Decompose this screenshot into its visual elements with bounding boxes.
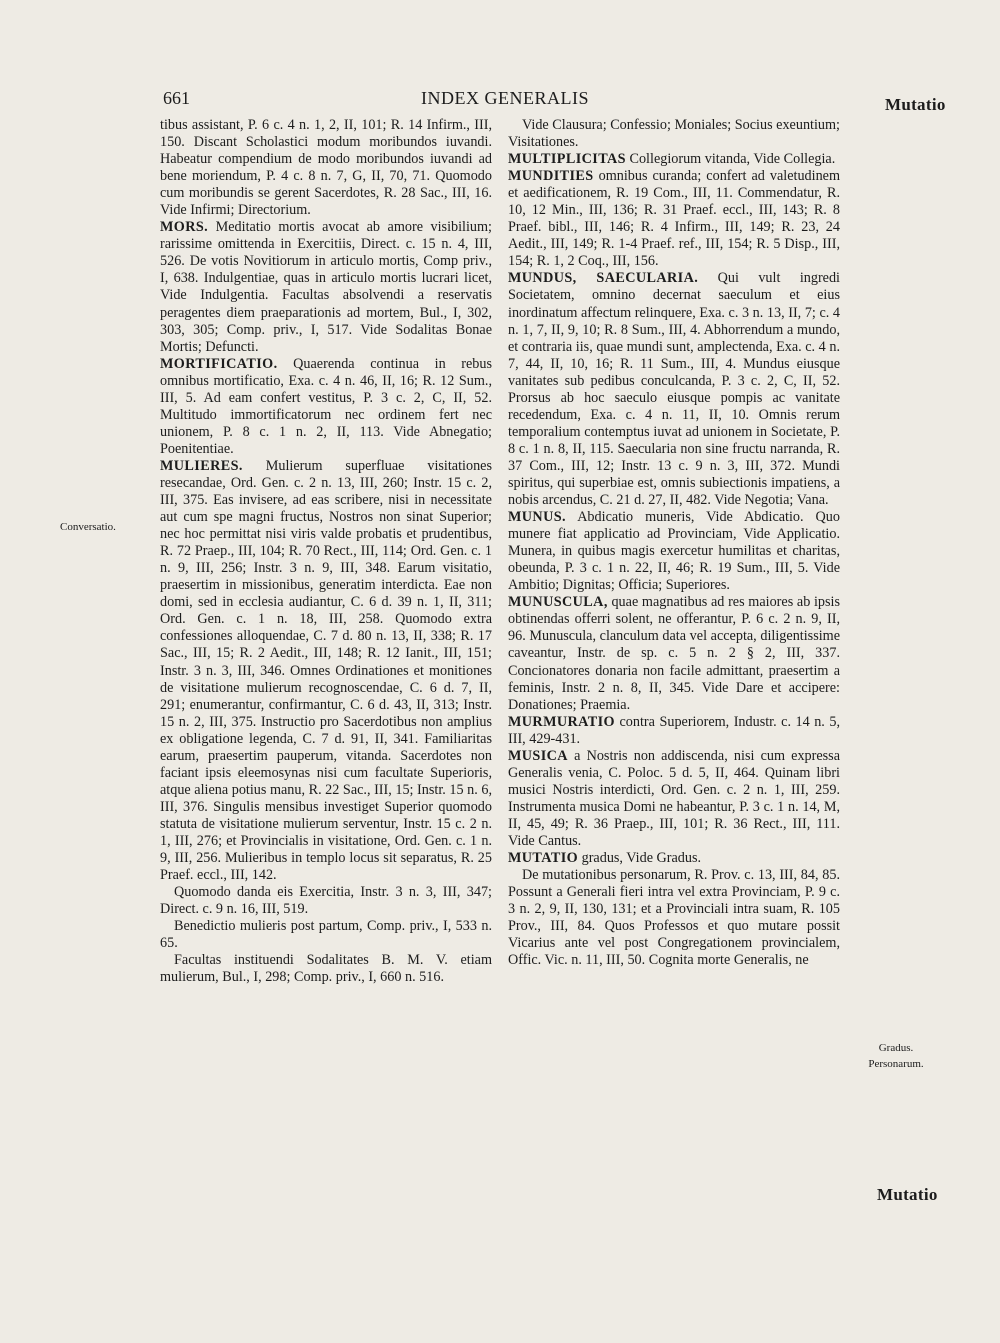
catchword-top: Mutatio bbox=[885, 95, 946, 114]
index-entry bbox=[160, 918, 492, 952]
entry-text: Collegiorum vitanda, Vide Collegia. bbox=[629, 151, 836, 168]
entry-text: tibus assistant, P. 6 c. 4 n. 1, 2, II, 101; R. 14 Infirm., III, 150. Discant Scholastici modum moribundos iuvandi. Habeatur compendium de modo moribundos iuvandi ad bene moriendum, P. 4 c. 8 n. 7, G, II, 70, 71. Quomodo cum moribundis se gerent Sacerdotes, R. 28 Sac., III, 16. Vide Infirmi; Directorium. bbox=[160, 117, 492, 219]
index-entry bbox=[160, 952, 492, 986]
entry-headword: MUNUSCULA, bbox=[508, 594, 608, 611]
catchword-bottom: Mutatio bbox=[877, 1185, 938, 1204]
entry-headword: MORS. bbox=[160, 219, 209, 236]
margin-note-line1: Gradus. bbox=[878, 1042, 914, 1054]
entry-text: Quomodo danda eis Exercitia, Instr. 3 n. 3, III, 347; Direct. c. 9 n. 16, III, 519. bbox=[160, 884, 492, 918]
entry-headword: MUNDITIES bbox=[508, 168, 594, 185]
index-entry bbox=[508, 850, 840, 867]
entry-headword: MULTIPLICITAS bbox=[508, 151, 626, 168]
entry-headword: MURMURATIO bbox=[508, 713, 615, 730]
entry-text: Mulierum superfluae visitationes resecandae, Ord. Gen. c. 2 n. 13, III, 260; Instr. 15 c. 2, III, 375. Eas invisere, ad eas scribere, nisi in necessitate aut cum spe magni fructus, Nostros non sinat Superior; nec hoc permittat nisi viris valde probatis et prudentibus, R. 72 Praep., III, 104; R. 70 Rect., III, 114; Ord. Gen. c. 1 n. 9, III, 256; Instr. 3 n. 9, III, 348. Earum visitatio, praesertim in missionibus, generatim interdicta. Eae non domi, sed in ecclesia audiantur, C. 6 d. 39 n. 1, II, 311; Ord. Gen. c. 1 n. 18, III, 258. Quomodo extra confessiones alloquendae, C. 7 d. 80 n. 13, II, 338; R. 17 Sac., III, 15; R. 2 Aedit., III, 148; R. 12 Ianit., III, 151; Instr. 3 n. 3, III, 346. Omnes Ordinationes et monitiones de visitatione mulierum recognoscendae, C. 6 d. 7, II, 291; enumerantur, confirmantur, C. 6 d. 43, II, 313; Instr. 15 n. 2, III, 375. Instructio pro Sacerdotibus non amplius ex obligatione legenda, C. 7 d. 91, II, 341. Familiaritas earum, praesertim pauperum, vitanda. Sacerdotes non faciant ipsis eleemosynas nisi cum facultate Superioris, atque aliena potius manu, R. 22 Sac., III, 15; Instr. 15 n. 6, III, 376. Singulis mensibus investiget Superior quomodo statuta de visitatione mulierum serventur, Instr. 15 c. 2 n. 1, III, 276; et Provincialis in visitatione, Ord. Gen. c. 1 n. 9, III, 256. Mulieribus in templo locus sit separatus, R. 25 Praef. eccl., III, 142. bbox=[160, 457, 492, 884]
index-entry bbox=[508, 714, 840, 748]
entry-headword: MUTATIO bbox=[508, 850, 579, 867]
index-entry bbox=[508, 117, 840, 151]
index-entry bbox=[508, 509, 840, 594]
entry-text: gradus, Vide Gradus. bbox=[581, 850, 702, 867]
index-entry bbox=[160, 458, 492, 884]
entry-text: De mutationibus personarum, R. Prov. c. 13, III, 84, 85. Possunt a Generali fieri intra vel extra Provinciam, P. 9 c. 3 n. 2, 9, II, 130, 131; et a Provinciali intra suam, R. 105 Prov., III, 84. Quos Professos et quo mutare possit Vicarius ante vel post Congregationem provincialem, Offic. Vic. n. 11, III, 50. Cognita morte Generalis, ne bbox=[508, 867, 840, 969]
entry-text: Facultas instituendi Sodalitates B. M. V. etiam mulierum, Bul., I, 298; Comp. priv., I, 660 n. 516. bbox=[160, 952, 492, 986]
entry-text: omnibus curanda; confert ad valetudinem et aedificationem, R. 19 Com., III, 11. Commendatur, R. 10, 12 Min., III, 136; R. 31 Praef. eccl., III, 143; R. 8 Praef. bibl., III, 146; R. 4 Infirm., III, 149; R. 23, 24 Aedit., III, 149; R. 1-4 Praef. ref., III, 154; R. 5 Disp., III, 154; R. 1, 2 Coq., III, 156. bbox=[508, 168, 840, 270]
left-column bbox=[160, 117, 492, 986]
entry-headword: MUNDUS, SAECULARIA. bbox=[508, 270, 699, 287]
index-entry bbox=[160, 117, 492, 219]
index-entry bbox=[160, 884, 492, 918]
entry-text: Abdicatio muneris, Vide Abdicatio. Quo munere fiat applicatio ad Provinciam, Vide Applicatio. Munera, in quibus magis exercetur humilitas et charitas, obeunda, P. 3 c. 1 n. 22, II, 46; R. 19 Sum., III, 5. Vide Ambitio; Dignitas; Officia; Superiores. bbox=[508, 509, 840, 594]
entry-headword: MUSICA bbox=[508, 747, 568, 764]
entry-text: Meditatio mortis avocat ab amore visibilium; rarissime omittenda in Exercitiis, Direct. c. 15 n. 4, III, 526. De votis Novitiorum in articulo mortis, Comp priv., I, 638. Indulgentiae, quas in articulo mortis lucrari licet, Vide Indulgentia. Facultas absolvendi a reservatis peragentes diem praeparationis ad mortem, Bul., I, 302, 303, 305; Comp. priv., I, 517. Vide Sodalitas Bonae Mortis; Defuncti. bbox=[160, 219, 493, 355]
entry-text: quae magnatibus ad res maiores ab ipsis obtinendas offerri solent, ne offerantur, P. 6 c. 2 n. 9, II, 96. Munuscula, clanculum data vel accepta, diligentissime caveantur, Instr. de sp. c. 5 n. 2 § 2, III, 337. Concionatores donaria non facile admittant, praesertim a feminis, Instr. 2 n. 8, II, 345. Vide Dare et accipere: Donationes; Praemia. bbox=[508, 594, 840, 713]
index-entry bbox=[508, 168, 840, 270]
entry-text: Vide Clausura; Confessio; Moniales; Socius exeuntium; Visitationes. bbox=[508, 117, 840, 151]
entry-headword: MUNUS. bbox=[508, 509, 566, 526]
entry-headword: MULIERES. bbox=[160, 457, 243, 474]
index-entry bbox=[508, 151, 840, 168]
margin-note-line2: Personarum. bbox=[868, 1058, 924, 1070]
index-entry bbox=[508, 270, 840, 509]
index-entry bbox=[508, 594, 840, 713]
index-entry bbox=[160, 219, 492, 355]
index-entry bbox=[508, 748, 840, 850]
index-entry bbox=[508, 867, 840, 969]
page-number: 661 bbox=[163, 88, 190, 108]
entry-text: contra Superiorem, Industr. c. 14 n. 5, III, 429-431. bbox=[508, 713, 840, 747]
right-column bbox=[508, 117, 840, 969]
running-head: INDEX GENERALIS bbox=[421, 88, 589, 108]
entry-text: a Nostris non addiscenda, nisi cum expressa Generalis venia, C. Poloc. 5 d. 5, II, 464. Quinam libri musici Nostris interdicti, Ord. Gen. c. 2 n. 1, III, 259. Instrumenta musica Domi ne habeantur, P. 3 c. 1 n. 14, M, II, 45, 49; R. 36 Praep., III, 101; R. 36 Rect., III, 111. Vide Cantus. bbox=[508, 747, 841, 849]
margin-note-conversatio: Conversatio. bbox=[60, 521, 116, 533]
margin-note-gradus-personarum bbox=[858, 1040, 934, 1072]
index-entry bbox=[160, 356, 492, 458]
entry-text: Qui vult ingredi Societatem, omnino decernat saeculum et eius inordinatum affectum relinquere, Exa. c. 3 n. 13, II, 7; c. 4 n. 1, 7, II, 9, 10; R. 8 Sum., III, 4. Abhorrendum a mundo, et contraria iis, quae mundi sunt, amplectenda, Exa. c. 4 n. 7, 44, II, 10, 16; R. 11 Sum., III, 4. Mundus eiusque vanitates sub pedibus conculcanda, P. 3 c. 2, C, II, 52. Prorsus ab hoc saeculo eiusque pompis ac vanitate recedendum, Exa. c. 4 n. 11, II, 10. Omnis rerum temporalium contemptus iuvat ad unionem in Societate, P. 8 c. 1 n. 8, II, 115. Saecularia non sine fructu narranda, R. 37 Com., III, 12; Instr. 13 c. 9 n. 3, III, 372. Mundi spiritus, qui superbiae est, omnis subiectionis impatiens, a nobis arcendus, C. 21 d. 27, II, 482. Vide Negotia; Vana. bbox=[508, 270, 840, 509]
entry-text: Benedictio mulieris post partum, Comp. priv., I, 533 n. 65. bbox=[160, 918, 492, 952]
entry-text: Quaerenda continua in rebus omnibus mortificatio, Exa. c. 4 n. 46, II, 16; R. 12 Sum., III, 5. Ad eam confert vestitus, P. 3 c. 2, C, II, 52. Multitudo immortificatorum nec ordinem fert nec unionem, P. 8 c. 1 n. 2, II, 113. Vide Abnegatio; Poenitentiae. bbox=[160, 355, 492, 457]
entry-headword: MORTIFICATIO. bbox=[160, 355, 278, 372]
